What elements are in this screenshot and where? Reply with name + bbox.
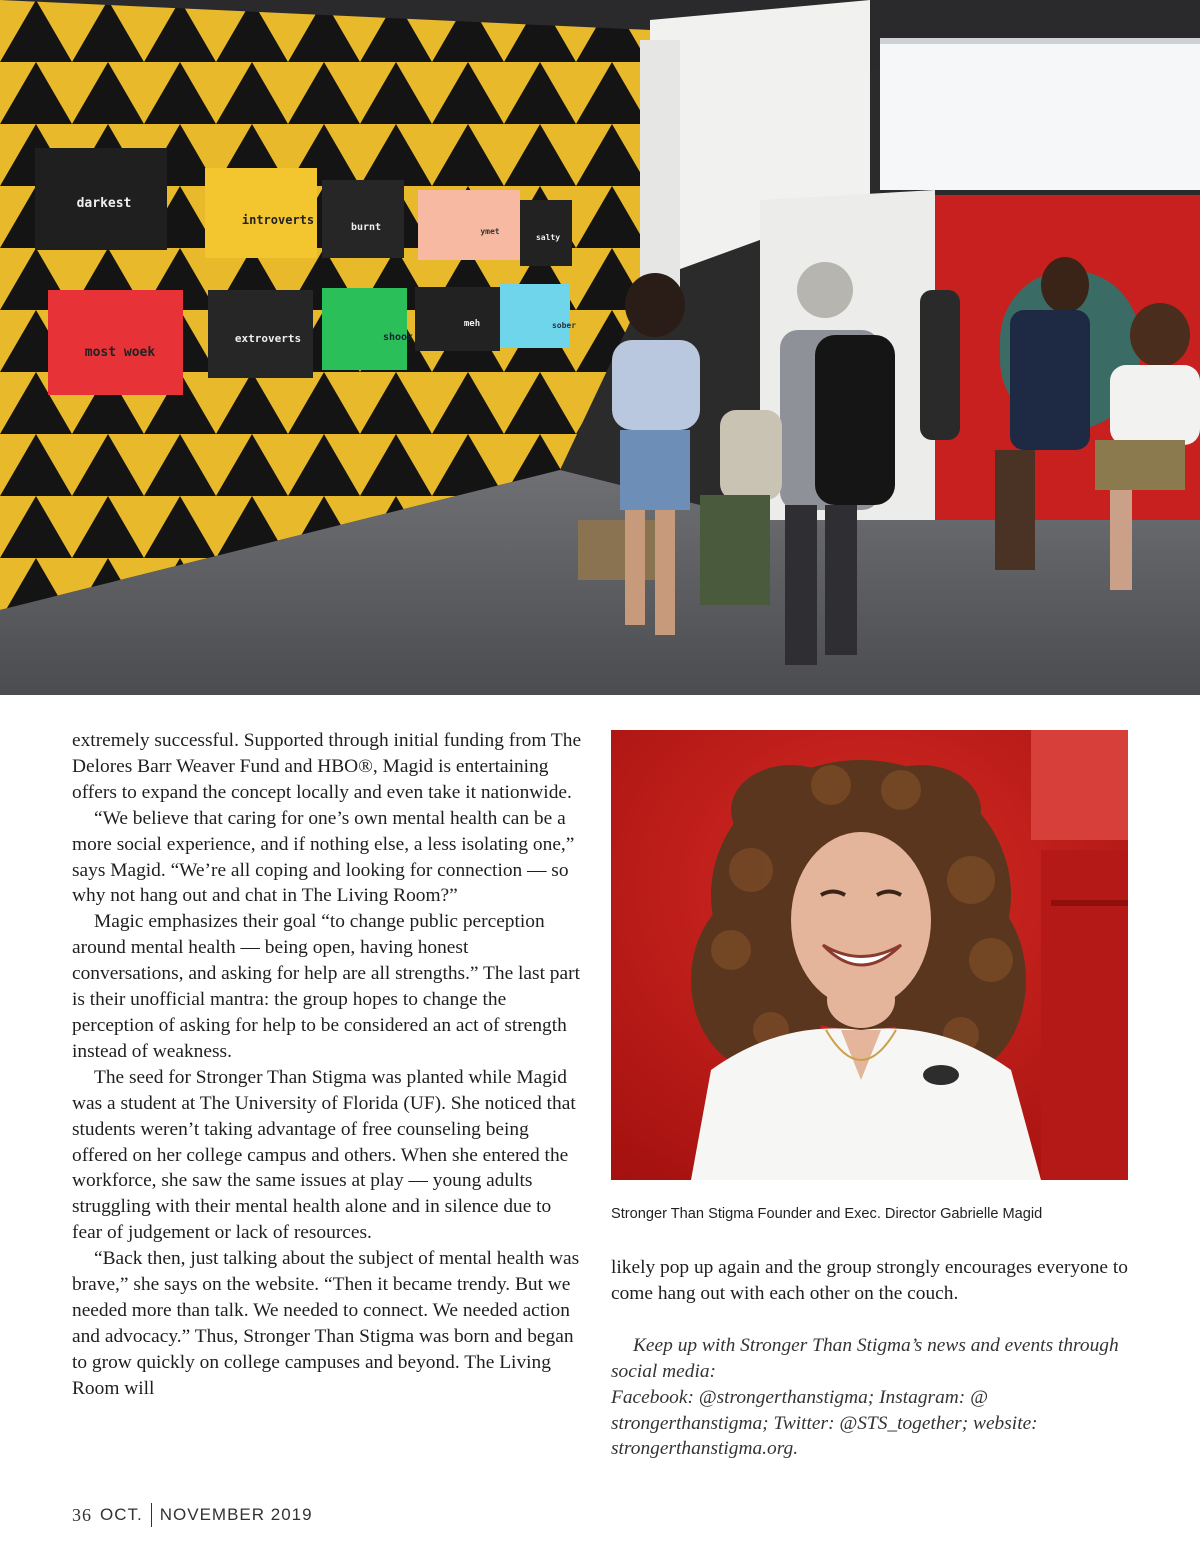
exhibit-photo-illustration [0,0,1200,695]
issue-month-1: OCT. [100,1505,143,1524]
exhibit-photo [0,0,1200,695]
box-label: ymet [480,227,500,236]
box-label: introverts [241,213,315,227]
photo-caption: Stronger Than Stigma Founder and Exec. Director Gabrielle Magid [611,1206,1043,1222]
box-label: most woek [84,345,156,360]
page-folio [72,1500,313,1530]
article-column-left [72,728,584,1402]
folio-divider [151,1503,152,1527]
box-label: burnt [350,222,382,233]
box-sober [500,284,570,348]
box-label: salty [535,233,561,242]
paragraph: extremely successful. Supported through initial funding from The Delores Barr Weaver Fund and HBO®, Magid is entertaining offers to expand the concept locally and even take it nationwide. [72,730,582,803]
social-handles: Facebook: @strongerthanstigma; Instagram: @ strongerthanstigma; Twitter: @STS_together; website: strongerthanstigma.org. [611,1386,1038,1460]
issue-month-2: NOVEMBER 2019 [159,1505,313,1524]
box-label: darkest [76,196,132,211]
paragraph: Magic emphasizes their goal “to change public perception around mental health — being open, having honest conversations, and asking for help are all strengths.” The last part is their unofficial mantra: the group hopes to change the perception of asking for help to be considered an act of strength instead of weakness. [72,911,580,1062]
social-media-note [611,1333,1141,1463]
paragraph: likely pop up again and the group strongly encourages everyone to come hang out with each other on the couch. [611,1257,1128,1304]
paragraph: “We believe that caring for one’s own mental health can be a more social experience, and if nothing else, a less isolating one,” says Magid. “We’re all coping and looking for connection — so why not hang out and chat in The Living Room?” [72,807,575,907]
box-label: sober [551,321,577,330]
paragraph: The seed for Stronger Than Stigma was planted while Magid was a student at The University of Florida (UF). She noticed that students weren’t taking advantage of free counseling being offered on her college campus and others. When she entered the workforce, she saw the same issues at play — young adults struggling with their mental health alone and in silence due to fear of judgement or lack of resources. [72,1066,576,1244]
box-burnt [322,180,404,258]
box-label: extroverts [234,332,302,345]
paragraph: “Back then, just talking about the subject of mental health was brave,” she says on the website. “Then it became trendy. But we needed more than talk. We needed to connect. We needed action and advocacy.” Thus, Stronger Than Stigma was born and began to grow quickly on college campuses and beyond. The Living Room will [72,1248,580,1399]
social-lead: Keep up with Stronger Than Stigma’s news and events through social media: [611,1334,1119,1382]
box-meh [415,287,500,351]
portrait-illustration [611,730,1128,1180]
visitor-floral [700,410,782,605]
box-label: meh [463,319,481,329]
box-shook [322,288,407,370]
box-most-woek [48,290,183,395]
article-column-right [611,1255,1141,1462]
box-label: shook [382,332,414,343]
portrait-photo [611,730,1128,1180]
page-number: 36 [72,1504,92,1525]
box-ymet [418,190,520,260]
